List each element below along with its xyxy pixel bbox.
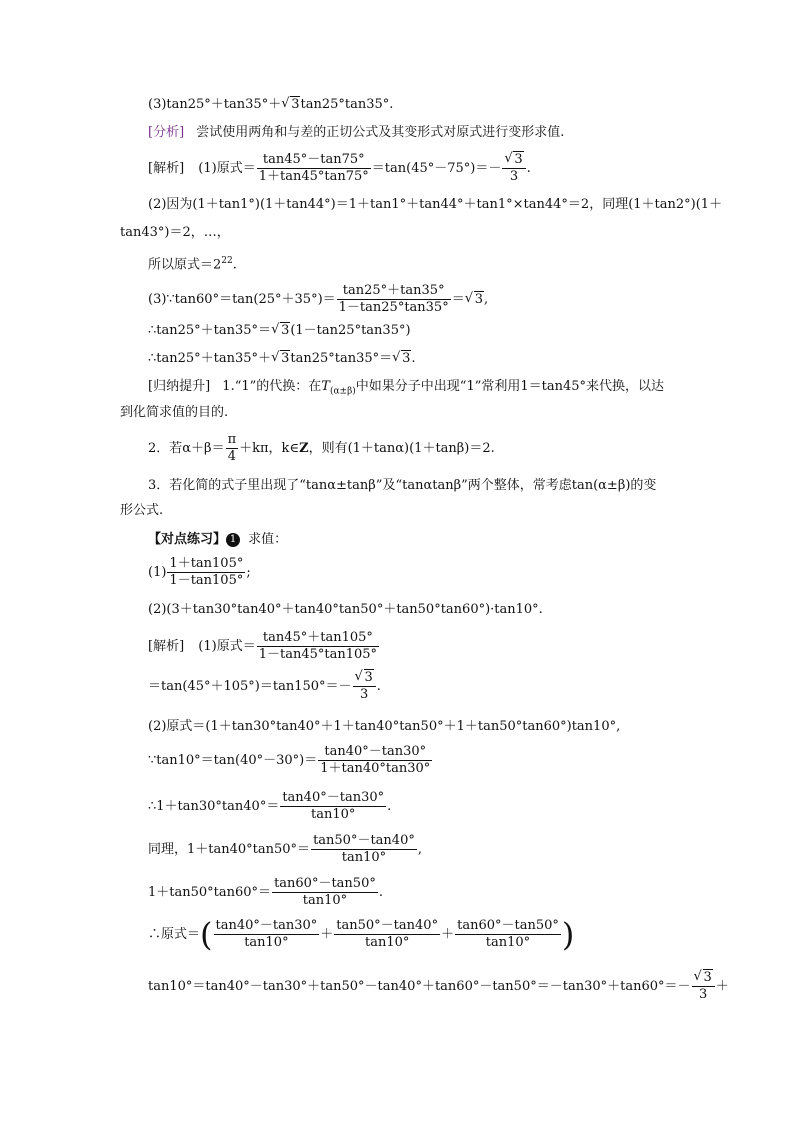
fraction: $\frac{\tan 40^\circ-\tan 30^\circ}{1+\tan 40^\circ\tan 30^\circ}$ [320,744,431,776]
solution-tag: [解析] [148,161,185,176]
fraction: √ $\frac{3}{3}$ [502,152,525,185]
fraction: $\frac{\tan 45^\circ+\tan 105^\circ}{1-\tan 45^\circ\tan 105^\circ}$ [258,630,378,662]
text: (3)tan25°＋tan35°＋ [148,97,282,112]
problem-part-3: (3)tan25°＋tan35°＋√ 3tan25°tan35°. [148,96,393,114]
exercise-solution-2-line-3: ∴1＋tan30°tan40°＝ $\frac{\tan 40^\circ-\tan 30^\circ}{\tan 10^\circ}$ . [148,790,392,822]
fraction: $\frac{\tan 25^\circ+\tan 35^\circ}{1-\tan 25^\circ\tan 35^\circ}$ [338,283,449,315]
summary-tag: [归纳提升] [148,379,211,394]
analysis-tag: [分析] [148,125,185,140]
solution-2-line-2: tan43°)＝2，…， [120,225,230,240]
sqrt: √ 3 [281,96,300,114]
fraction: √ $\frac{3}{3}$ [353,670,376,703]
solution-3-line-1: (3)∵tan60°＝tan(25°＋35°)＝ $\frac{\tan 25^\circ+\tan 35^\circ}{1-\tan 25^\circ\tan 35^\circ}$ ＝√ 3, [148,283,488,316]
fraction: $\frac{\tan 50^\circ-\tan 40^\circ}{\tan 10^\circ}$ [336,918,439,950]
fraction: $\frac{\tan 50^\circ-\tan 40^\circ}{\tan 10^\circ}$ [313,833,415,865]
exercise-1: (1) $\frac{1+\tan 105^\circ}{1-\tan 105^\circ}$ ; [148,556,251,588]
exercise-solution-1: [解析] (1)原式＝ $\frac{\tan 45^\circ+\tan 105^\circ}{1-\tan 45^\circ\tan 105^\circ}$ [148,630,378,662]
exercise-solution-2-line-5: 1＋tan50°tan60°＝ $\frac{\tan 60^\circ-\tan 50^\circ}{\tan 10^\circ}$ . [148,876,383,908]
exercise-solution-2-line-6: ∴原式＝( $\frac{\tan 40^\circ-\tan 30^\circ}{\tan 10^\circ}$ ＋ $\frac{\tan 50^\circ-\tan 40^\circ}{\tan 10^\circ}$ ＋ $\frac{\tan 60^\circ-\tan 50^\circ}{\tan 10^\circ}$ ) [148,915,575,954]
solution-2-line-1: (2)因为(1＋tan1°)(1＋tan44°)＝1＋tan1°＋tan44°＋tan1°×tan44°＝2，同理(1＋tan2°)(1＋ [148,197,723,212]
number-badge: 1 [226,533,240,547]
solution-3-line-2: ∴tan25°＋tan35°＝√ 3(1－tan25°tan35°) [148,322,411,340]
summary-item-3-line-1: 3．若化简的式子里出现了“tanα±tanβ”及“tanαtanβ”两个整体，常考虑tan(α±β)的变 [148,478,657,493]
exercise-solution-1b: ＝tan(45°＋105°)＝tan150°＝－ √ $\frac{3}{3}$ . [148,670,381,703]
exercise-solution-2-line-7: tan10°＝tan40°－tan30°＋tan50°－tan40°＋tan60°－tan50°＝－tan30°＋tan60°＝－ √ $\frac{3}{3}$ ＋ [148,970,729,1003]
solution-2-line-3: 所以原式$=2^{22}$. [148,256,237,273]
exercise-solution-2-line-2: ∵tan10°＝tan(40°－30°)＝ $\frac{\tan 40^\circ-\tan 30^\circ}{1+\tan 40^\circ\tan 30^\circ}$ [148,744,431,776]
exercise-solution-2-line-1: (2)原式＝(1＋tan30°tan40°＋1＋tan40°tan50°＋1＋tan50°tan60°)tan10°, [148,719,621,734]
summary-item-3-line-2: 形公式. [120,503,164,518]
exercise-header: 【对点练习】 1 求值： [148,532,288,547]
fraction: $\frac{\pi}{4}$ [227,432,237,464]
analysis-text: 尝试使用两角和与差的正切公式及其变形式对原式进行变形求值. [196,125,565,140]
summary-item-2: 2．若α＋β＝ $\frac{\pi}{4}$ ＋kπ，k∈Z，则有(1＋tanα)(1＋tanβ)＝2. [148,432,495,464]
fraction: $\frac{\tan 40^\circ-\tan 30^\circ}{\tan 10^\circ}$ [282,790,385,822]
solution-3-line-3: ∴tan25°＋tan35°＋√ 3tan25°tan35°＝√ 3. [148,350,416,368]
exercise-2: (2)(3＋tan30°tan40°＋tan40°tan50°＋tan50°tan60°)·tan10°. [148,602,543,617]
fraction: $\frac{1+\tan 105^\circ}{1-\tan 105^\circ}$ [169,556,244,588]
fraction: $\frac{\tan 60^\circ-\tan 50^\circ}{\tan 10^\circ}$ [457,918,559,950]
solution-tag: [解析] [148,639,185,654]
exercise-solution-2-line-4: 同理，1＋tan40°tan50°＝ $\frac{\tan 50^\circ-\tan 40^\circ}{\tan 10^\circ}$ , [148,833,422,865]
solution-1: [解析] (1)原式＝ $\frac{\tan 45^\circ-\tan 75^\circ}{1+\tan 45^\circ\tan 75^\circ}$ ＝tan(45°－75°)＝－ √ $\frac{3}{3}$ . [148,152,531,185]
fraction: √ $\frac{3}{3}$ [692,970,715,1003]
analysis [148,124,564,142]
fraction: $\frac{\tan 60^\circ-\tan 50^\circ}{\tan 10^\circ}$ [274,876,376,908]
summary-line-2: 到化简求值的目的. [120,405,229,420]
fraction: $\frac{\tan 40^\circ-\tan 30^\circ}{\tan 10^\circ}$ [215,918,318,950]
fraction: $\frac{\tan 45^\circ-\tan 75^\circ}{1+\tan 45^\circ\tan 75^\circ}$ [258,152,369,184]
summary-line-1: [归纳提升] 1.“1”的代换：在$T_{(\alpha\pm\beta)}$中如果分子中出现“1”常利用1＝tan45°来代换，以达 [148,379,665,397]
